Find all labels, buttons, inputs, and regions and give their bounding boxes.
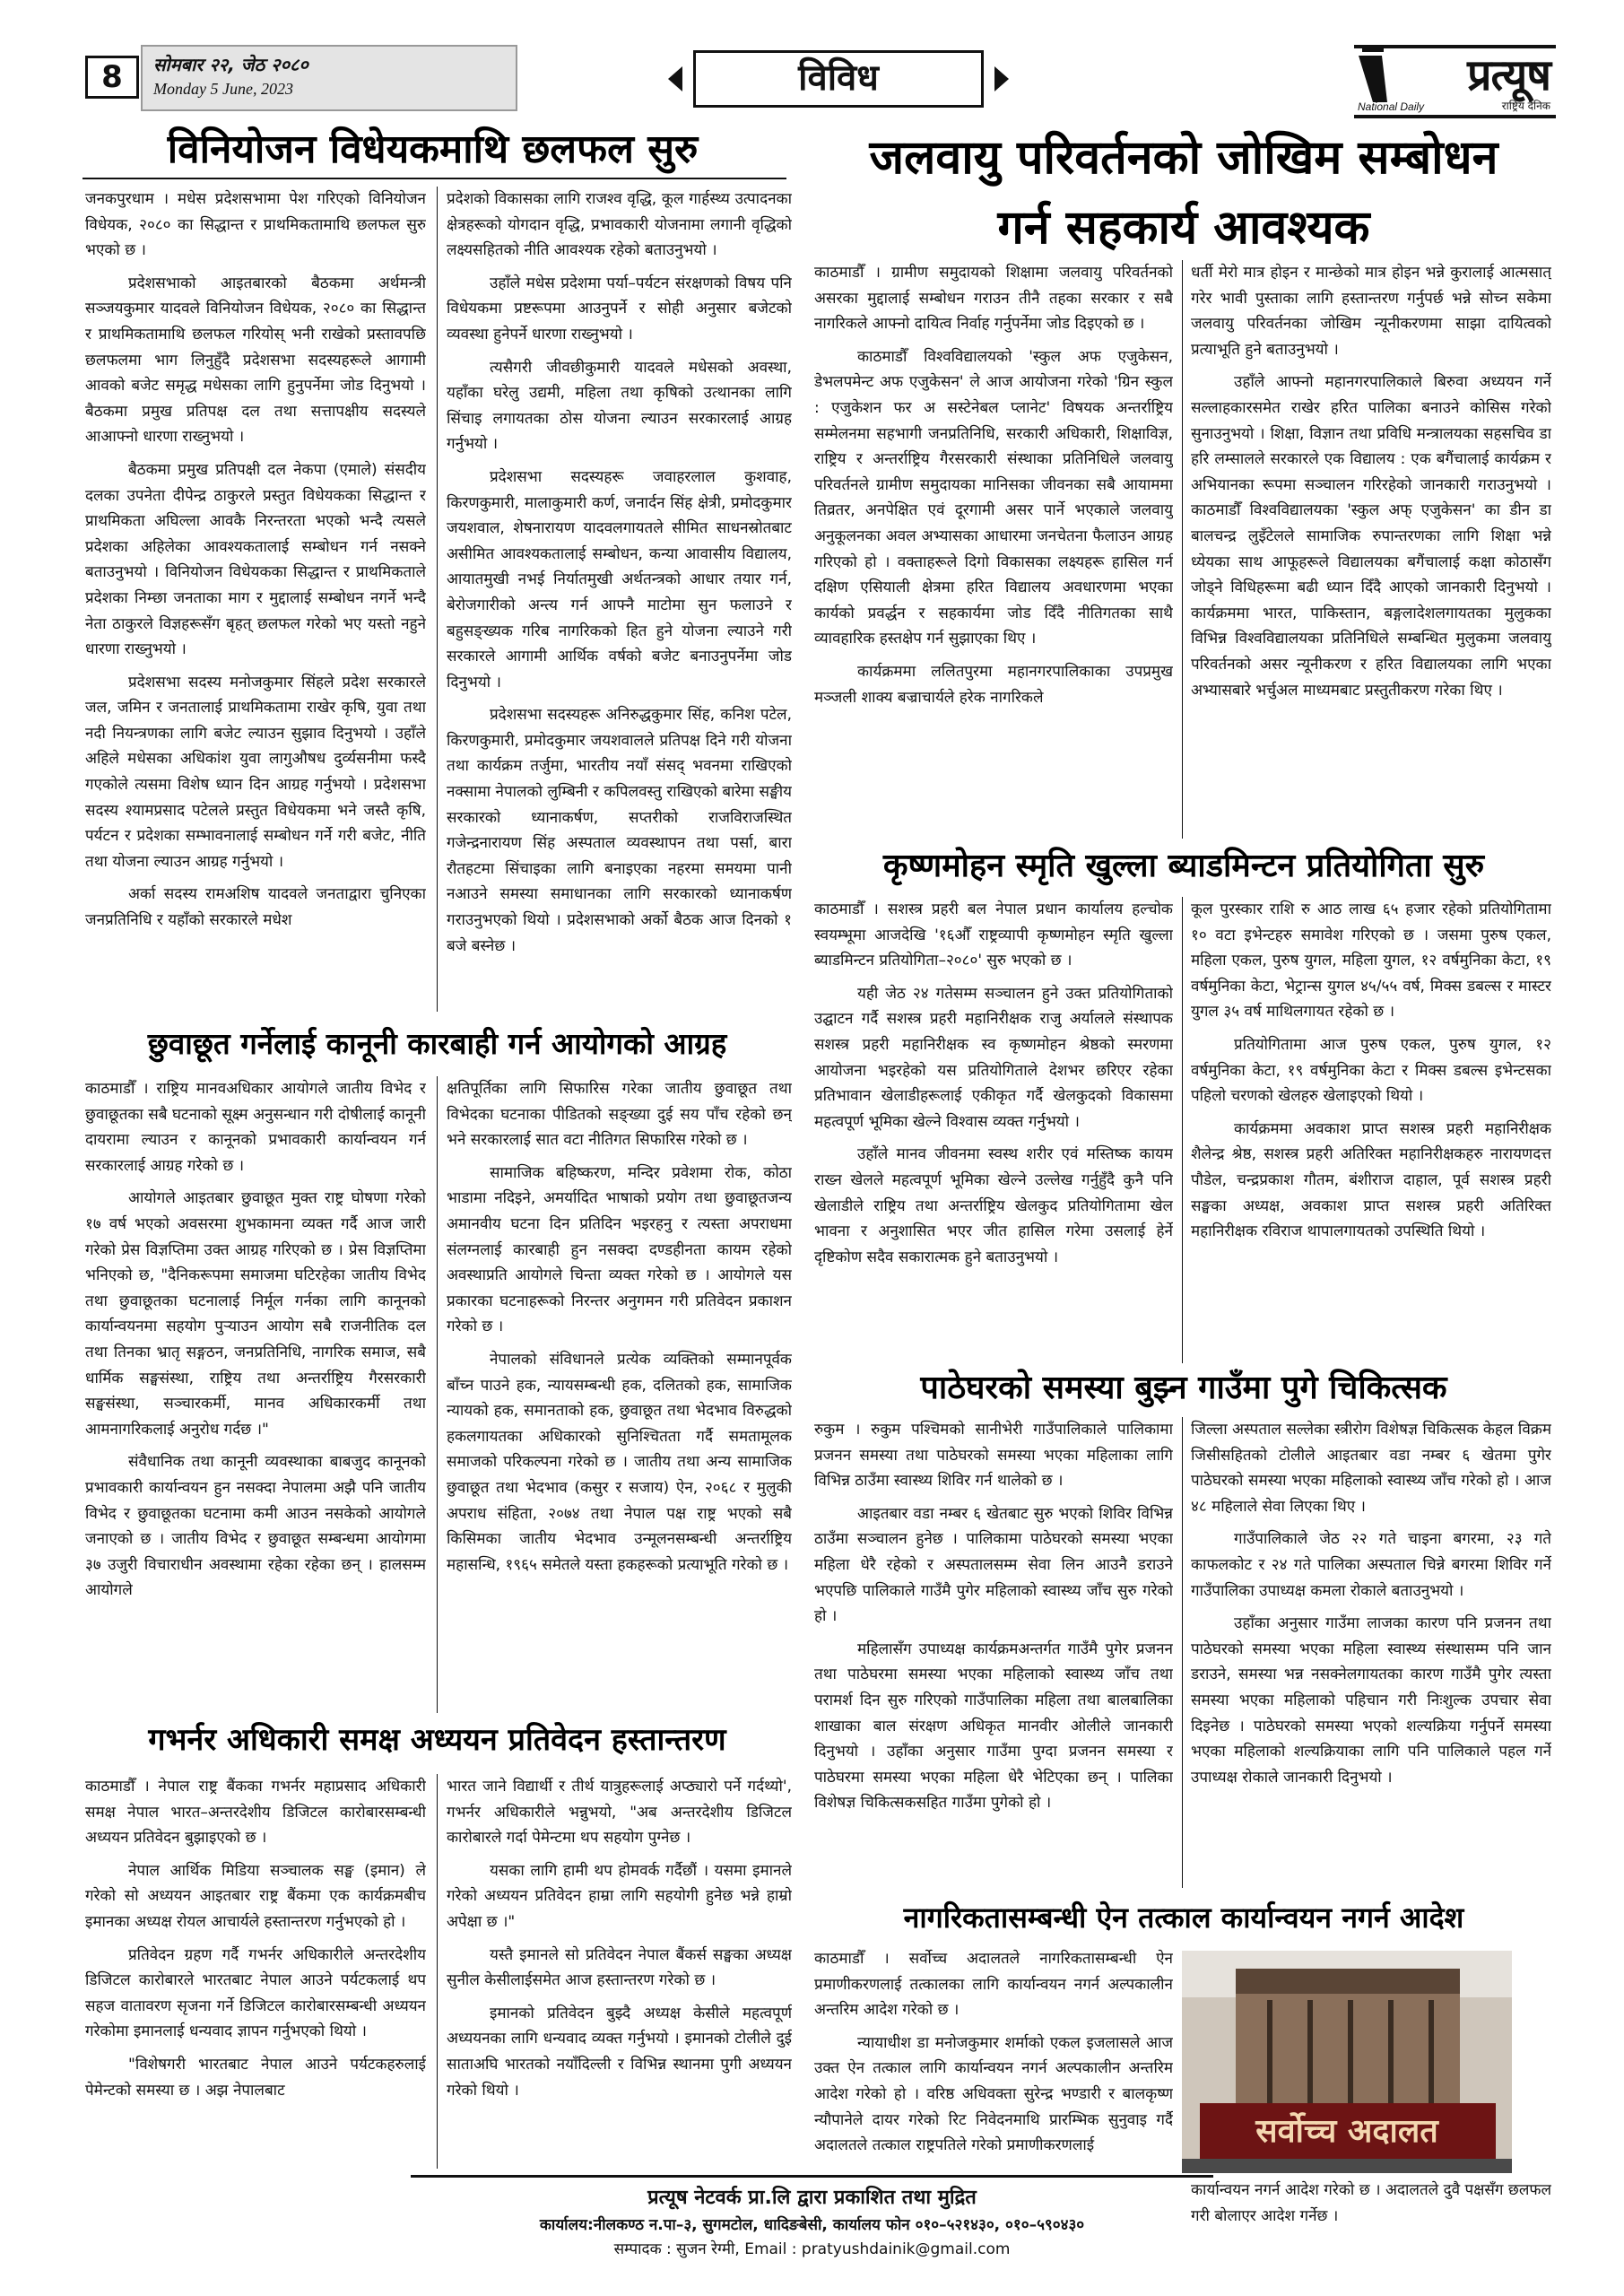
article-column <box>85 187 426 1012</box>
masthead-subtitle-english: National Daily <box>1358 100 1425 113</box>
column-divider <box>437 1774 438 2169</box>
article-paragraph: उहाँले मधेस प्रदेशमा पर्या–पर्यटन संरक्षणको विषय पनि विधेयकमा प्रष्टरूपमा आउनुपर्ने र सोही अनुसार बजेटको व्यवस्था हुनेपर्ने धारणा राख्नुभयो । <box>447 274 792 344</box>
article-column <box>447 1774 792 2169</box>
article-column <box>447 187 792 1012</box>
date-nepali: सोमबार २२, जेठ २०८० <box>153 54 308 75</box>
section-title: विविध <box>693 50 984 108</box>
article-paragraph: काठमाडौँ । सशस्त्र प्रहरी बल नेपाल प्रधान कार्यालय हल्चोक स्वयम्भूमा आजदेखि '१६औँ राष्ट्रव्यापी कृष्णमोहन स्मृति खुल्ला ब्याडमिन्टन प्रतियोगिता–२०८०' सुरु भएको छ । <box>814 900 1173 970</box>
article-paragraph: नेपाल आर्थिक मिडिया सञ्चालक सङ्घ (इमान) ले गरेको सो अध्ययन आइतबार राष्ट्र बैंकमा एक कार्यक्रमबीच इमानका अध्यक्ष रोयल आचार्यले हस्तान्तरण गर्नुभएको हो । <box>85 1861 426 1931</box>
photo-caption <box>1191 2178 1551 2231</box>
caption-text: कार्यान्वयन नगर्न आदेश गरेको छ । अदालतले दुवै पक्षसँग छलफल गरी बोलाएर आदेश गर्नेछ । <box>1191 2181 1551 2225</box>
page-footer <box>411 2175 1213 2265</box>
article-paragraph: अर्का सदस्य रामअशिष यादवले जनताद्वारा चुनिएका जनप्रतिनिधि र यहाँको सरकारले मधेश <box>85 885 426 930</box>
headline-governor: गभर्नर अधिकारी समक्ष अध्ययन प्रतिवेदन हस्तान्तरण <box>148 1722 726 1758</box>
article-paragraph: काठमाडौँ । ग्रामीण समुदायको शिक्षामा जलवायु परिवर्तनको असरका मुद्दालाई सम्बोधन गराउन तीनै तहका सरकार र सबै नागरिकले आफ्नो दायित्व निर्वाह गर्नुपर्नेमा जोड दिइएको छ । <box>814 264 1173 334</box>
divider <box>83 178 786 179</box>
article-column <box>85 1774 426 2169</box>
headline-badminton: कृष्णमोहन स्मृति खुल्ला ब्याडमिन्टन प्रतियोगिता सुरु <box>882 848 1485 884</box>
headline-investment: विनियोजन विधेयकमाथि छलफल सुरु <box>167 126 699 172</box>
article-paragraph: गाउँपालिकाले जेठ २२ गते चाइना बगरमा, २३ गते काफलकोट र २४ गते पालिका अस्पताल चिन्ने बगरमा शिविर गर्ने गाउँपालिका उपाध्यक्ष कमला रोकाले बताउनुभयो । <box>1191 1530 1551 1600</box>
article-paragraph: उहाँले मानव जीवनमा स्वस्थ शरीर एवं मस्तिष्क कायम राख्न खेलले महत्वपूर्ण भूमिका खेल्ने उल्लेख गर्नुहुँदै कुनै पनि खेलाडीले राष्ट्रिय तथा अन्तर्राष्ट्रिय खेलकुद प्रतियोगितामा खेल भावना र अनुशासित भएर जीत हासिल गरेमा उसलाई हेर्ने दृष्टिकोण सदैव सकारात्मक हुने बताउनुभयो । <box>814 1145 1173 1266</box>
article-column <box>814 260 1173 839</box>
office-address: कार्यालय:नीलकण्ठ न.पा–३, सुगमटोल, धादिङबेसी, कार्यालय फोन ०१०–५२१४३०, ०१०–५९०४३० <box>539 2216 1085 2234</box>
date-block <box>141 45 517 111</box>
article-column <box>1191 897 1551 1363</box>
article-paragraph: "विशेषगरी भारतबाट नेपाल आउने पर्यटकहरुलाई पेमेन्टको समस्या छ । अझ नेपालबाट <box>85 2055 426 2100</box>
article-paragraph: प्रदेशसभा सदस्यहरू जवाहरलाल कुशवाह, किरणकुमारी, मालाकुमारी कर्ण, जनार्दन सिंह क्षेत्री, प्रमोदकुमार जयशवाल, शेषनारायण यादवलगायतले सीमित साधनस्रोतबाट असीमित आवश्यकतालाई सम्बोधन, कन्या आवासीय विद्यालय, आयातमुखी नभई निर्यातमुखी अर्थतन्त्रको आधार तयार गर्न, बेरोजगारीको अन्त्य गर्न आफ्नै माटोमा सुन फलाउने र बहुसङ्ख्यक गरिब नागरिकको हित हुने योजना ल्याउने गरी सरकारले आगामी आर्थिक वर्षको बजेट बनाउनुपर्नेमा जोड दिनुभयो । <box>447 467 792 691</box>
column-divider <box>437 187 438 1012</box>
article-paragraph: महिलासँग उपाध्यक्ष कार्यक्रमअन्तर्गत गाउँमै पुगेर प्रजनन तथा पाठेघरमा समस्या भएका महिलाको स्वास्थ्य जाँच तथा परामर्श दिन सुरु गरिएको गाउँपालिका महिला तथा बालबालिका शाखाका बाल संरक्षण अधिकृत मानवीर ओलीले जानकारी दिनुभयो । उहाँका अनुसार गाउँमा पुग्दा प्रजनन समस्या र पाठेघरमा समस्या भएका महिला धेरै भेटिएका छन् । पालिका विशेषज्ञ चिकित्सकसहित गाउँमा पुगेको हो । <box>814 1639 1173 1813</box>
headline-climate-line1: जलवायु परिवर्तनको जोखिम सम्बोधन <box>869 131 1498 185</box>
court-sign-text: सर्वोच्च अदालत <box>1255 2113 1438 2150</box>
headline-citizenship: नागरिकतासम्बन्धी ऐन तत्काल कार्यान्वयन नगर्न आदेश <box>903 1900 1464 1935</box>
masthead-name: प्रत्यूष <box>1467 50 1550 100</box>
page-number: 8 <box>85 56 139 99</box>
article-paragraph: नेपालको संविधानले प्रत्येक व्यक्तिको सम्मानपूर्वक बाँच्न पाउने हक, न्यायसम्बन्धी हक, दलितको हक, सामाजिक न्यायको हक, समानताको हक, छुवाछूत तथा भेदभाव विरुद्धको हकलगायतका अधिकारको सुनिश्चितता गर्दै समतामूलक समाजको परिकल्पना गरेको छ । जातीय तथा अन्य सामाजिक छुवाछूत तथा भेदभाव (कसुर र सजाय) ऐन, २०६८ र मुलुकी अपराध संहिता, २०७४ तथा नेपाल पक्ष राष्ट्र भएको सबै किसिमका जातीय भेदभाव उन्मूलनसम्बन्धी अन्तर्राष्ट्रिय महासन्धि, १९६५ समेतले यस्ता हकहरूको प्रत्याभूति गरेको छ । <box>447 1350 792 1574</box>
article-paragraph: काठमाडौँ । सर्वोच्च अदालतले नागरिकतासम्बन्धी ऐन प्रमाणीकरणलाई तत्कालका लागि कार्यान्वयन नगर्न अल्पकालीन अन्तरिम आदेश गरेको छ । <box>814 1950 1173 2020</box>
arrow-left-icon <box>668 66 682 91</box>
article-paragraph: काठमाडौँ विश्वविद्यालयको 'स्कुल अफ एजुकेसन, डेभलपमेन्ट अफ एजुकेसन' ले आज आयोजना गरेको 'ग्रिन स्कुल : एजुकेशन फर अ सस्टेनेबल प्लानेट' विषयक अन्तर्राष्ट्रिय सम्मेलनमा सहभागी जनप्रतिनिधि, सरकारी अधिकारी, शिक्षाविज्ञ, राष्ट्रिय र अन्तर्राष्ट्रिय गैरसरकारी संस्थाका प्रतिनिधिले जलवायु परिवर्तनले ग्रामीण समुदायका मानिसका जीवनका सबै आयाममा तिव्रतर, अनपेक्षित एवं दूरगामी असर पार्ने भएकाले जलवायु अनुकूलनका अवल अभ्यासका आधारमा जनचेतना फैलाउन आग्रह गरिएको हो । वक्ताहरूले दिगो विकासका लक्ष्यहरू हासिल गर्न दक्षिण एसियाली क्षेत्रमा हरित विद्यालय अवधारणमा भएका कार्यको प्रवर्द्धन र सहकार्यमा जोड दिँदै नीतिगतका साथै व्यावहारिक हस्तक्षेप गर्न सुझाएका थिए । <box>814 347 1173 648</box>
article-paragraph: भारत जाने विद्यार्थी र तीर्थ यात्रुहरूलाई अप्ठ्यारो पर्ने गर्दथ्यो', गभर्नर अधिकारीले भन्नुभयो, "अब अन्तरदेशीय डिजिटल कारोबारले गर्दा पेमेन्टमा थप सहयोग पुग्नेछ । <box>447 1778 792 1848</box>
article-paragraph: प्रतियोगितामा आज पुरुष एकल, पुरुष युगल, १२ वर्षमुनिका केटा, १९ वर्षमुनिका केटा र मिक्स डबल्स इभेन्टसका पहिलो चरणको खेलहरु खेलाइएको थियो । <box>1191 1035 1551 1106</box>
article-paragraph: प्रदेशको विकासका लागि राजश्व वृद्धि, कूल गार्हस्थ्य उत्पादनका क्षेत्रहरूको योगदान वृद्धि, प्रभावकारी योजनामा लगानी वृद्धिको लक्ष्यसहितको नीति आवश्यक रहेको बताउनुभयो । <box>447 190 792 260</box>
article-paragraph: संवैधानिक तथा कानूनी व्यवस्थाका बाबजुद कानूनको प्रभावकारी कार्यान्वयन हुन नसक्दा नेपालमा अझै पनि जातीय विभेद र छुवाछूतका घटनामा कमी आउन नसकेको आयोगले जनाएको छ । जातीय विभेद र छुवाछूत सम्बन्धमा आयोगमा ३७ उजुरी विचाराधीन अवस्थामा रहेका रहेका छन् । हालसम्म आयोगले <box>85 1453 426 1600</box>
column-divider <box>437 1076 438 1713</box>
arrow-right-icon <box>994 66 1009 91</box>
article-paragraph: न्यायाधीश डा मनोजकुमार शर्माको एकल इजलासले आज उक्त ऐन तत्काल लागि कार्यान्वयन नगर्न अल्पकालीन अन्तरिम आदेश गरेको हो । वरिष्ठ अधिवक्ता सुरेन्द्र भण्डारी र बालकृष्ण न्यौपानेले दायर गरेको रिट निवेदनमाथि प्रारम्भिक सुनुवाइ गर्दै अदालतले तत्काल राष्ट्रपतिले गरेको प्रमाणीकरणलाई <box>814 2033 1173 2155</box>
article-paragraph: यसका लागि हामी थप होमवर्क गर्दैछौं । यसमा इमानले गरेको अध्ययन प्रतिवेदन हाम्रा लागि सहयोगी हुनेछ भन्ने हाम्रो अपेक्षा छ ।" <box>447 1861 792 1931</box>
article-paragraph: प्रतिवेदन ग्रहण गर्दै गभर्नर अधिकारीले अन्तरदेशीय डिजिटल कारोबारले भारतबाट नेपाल आउने पर्यटकलाई थप सहज वातावरण सृजना गर्ने डिजिटल कारोबारसम्बन्धी अध्ययन गरेकोमा इमानलाई धन्यवाद ज्ञापन गर्नुभएको थियो । <box>85 1945 426 2041</box>
court-building-image <box>1182 1951 1512 2173</box>
article-paragraph: यही जेठ २४ गतेसम्म सञ्चालन हुने उक्त प्रतियोगिताको उद्घाटन गर्दै सशस्त्र प्रहरी महानिरीक्षक राजु अर्यालले संस्थापक सशस्त्र प्रहरी महानिरीक्षक स्व कृष्णमोहन श्रेष्ठको स्मरणमा आयोजना भइरहेको यस प्रतियोगिताले देशभर छरिएर रहेका प्रतिभावान खेलाडीहरूलाई एकीकृत गर्दै खेलकुदको विकासमा महत्वपूर्ण भूमिका खेल्ने विश्वास व्यक्त गर्नुभयो । <box>814 984 1173 1131</box>
masthead-subtitle-nepali: राष्ट्रिय दैनिक <box>1501 100 1550 112</box>
article-paragraph: प्रदेशसभा सदस्य मनोजकुमार सिंहले प्रदेश सरकारले जल, जमिन र जनतालाई प्राथमिकतामा राखेर कृषि, युवा तथा नदी नियन्त्रणका लागि बजेट ल्याउन सुझाव दिनुभयो । उहाँले अहिले मधेसका अधिकांश युवा लागुऔषध दुर्व्यसनीमा फस्दै गएकोले त्यसमा विशेष ध्यान दिन आग्रह गर्नुभयो । प्रदेशसभा सदस्य श्यामप्रसाद पटेलले प्रस्तुत विधेयकमा भने जस्तै कृषि, पर्यटन र प्रदेशका सम्भावनालाई सम्बोधन गर्ने गरी बजेट, नीति तथा योजना ल्याउन आग्रह गर्नुभयो । <box>85 673 426 871</box>
article-column <box>447 1076 792 1713</box>
column-divider <box>1182 897 1183 1363</box>
headline-climate-line2: गर्न सहकार्य आवश्यक <box>997 201 1370 255</box>
article-paragraph: कूल पुरस्कार राशि रु आठ लाख ६५ हजार रहेको प्रतियोगितामा १० वटा इभेन्टहरु समावेश गरिएको छ । जसमा पुरुष एकल, महिला एकल, पुरुष युगल, महिला युगल, १२ वर्षमुनिका केटा, १९ वर्षमुनिका केटा, भेट्रान्स युगल ४५/५५ वर्ष, मिक्स डबल्स र मास्टर युगल ३५ वर्ष माथिलगायत रहेको छ । <box>1191 900 1551 1022</box>
page-header <box>85 45 1556 117</box>
editor-contact: सम्पादक : सुजन रेग्मी, Email : pratyushdainik@gmail.com <box>613 2240 1011 2258</box>
article-paragraph: उहाँले आफ्नो महानगरपालिकाले बिरुवा अध्ययन गर्ने सल्लाहकारसमेत राखेर हरित पालिका बनाउने कोसिस गरेको सुनाउनुभयो । शिक्षा, विज्ञान तथा प्रविधि मन्त्रालयका सहसचिव डा हरि लम्सालले सरकारले एक विद्यालय : एक बगैंचालाई कार्यक्रम र अभियानका रूपमा सञ्चालन गरिरहेको जानकारी गराउनुभयो । काठमाडौँ विश्वविद्यालयका 'स्कुल अफ् एजुकेसन' का डीन डा बालचन्द्र लुइँटेलले सामाजिक रुपान्तरणका लागि शिक्षा भन्ने ध्येयका साथ आफूहरूले विद्यालयका बगैंचालाई कक्षा कोठासँग जोड्ने विधिहरूमा बढी ध्यान दिँदै आएको जानकारी दिनुभयो । कार्यक्रममा भारत, पाकिस्तान, बङ्गलादेशलगायतका मुलुकका विभिन्न विश्वविद्यालयका प्रतिनिधिले सम्बन्धित मुलुकमा जलवायु परिवर्तनको असर न्यूनीकरण र हरित विद्यालयका लागि भएका अभ्यासबारे भर्चुअल माध्यमबाट प्रस्तुतीकरण गरेका थिए । <box>1191 373 1551 700</box>
supreme-court-photo <box>1182 1951 1512 2173</box>
headline-birthing: पाठेघरको समस्या बुझ्न गाउँमा पुगे चिकित्सक <box>920 1370 1447 1406</box>
article-paragraph: धर्ती मेरो मात्र होइन र मान्छेको मात्र होइन भन्ने कुरालाई आत्मसात् गरेर भावी पुस्ताका लागि हस्तान्तरण गर्नुपर्छ भन्ने सोच्न सकेमा जलवायु परिवर्तनका जोखिम न्यूनीकरणमा साझा दायित्वको प्रत्याभूति हुने बताउनुभयो । <box>1191 264 1551 359</box>
article-paragraph: काठमाडौँ । राष्ट्रिय मानवअधिकार आयोगले जातीय विभेद र छुवाछूतका सबै घटनाको सूक्ष्म अनुसन्धान गरी दोषीलाई कानूनी दायरामा ल्याउन र कानूनको प्रभावकारी कार्यान्वयन गर्न सरकारलाई आग्रह गरेको छ । <box>85 1080 426 1175</box>
article-paragraph: उहाँका अनुसार गाउँमा लाजका कारण पनि प्रजनन तथा पाठेघरको समस्या भएका महिला स्वास्थ्य संस्थासम्म पनि जान डराउने, समस्या भन्न नसक्नेलगायतका कारण गाउँमै पुगेर त्यस्ता समस्या भएका महिलाको पहिचान गरी निःशुल्क उपचार सेवा दिइनेछ । पाठेघरको समस्या भएको शल्यक्रिया गर्नुपर्ने समस्या भएका महिलाको शल्यक्रियाका लागि पनि पालिकाले पहल गर्ने उपाध्यक्ष रोकाले जानकारी दिनुभयो । <box>1191 1614 1551 1787</box>
article-paragraph: बैठकमा प्रमुख प्रतिपक्षी दल नेकपा (एमाले) संसदीय दलका उपनेता दीपेन्द्र ठाकुरले प्रस्तुत विधेयकका सिद्धान्त र प्राथमिकता अघिल्ला आवकै निरन्तरता भएको भन्दै त्यसले प्रदेशका अहिलेका आवश्यकतालाई सम्बोधन गर्न नसक्ने बताउनुभयो । विनियोजन विधेयकका सिद्धान्त र प्राथमिकताले प्रदेशका निम्छा जनताका माग र मुद्दालाई सम्बोधन नगर्ने भन्दै नेता ठाकुरले विज्ञहरूसँग बृहत् छलफल गरेको भए यस्तो नहुने धारणा राख्नुभयो । <box>85 460 426 659</box>
column-divider <box>1182 1417 1183 1888</box>
article-paragraph: कार्यक्रममा अवकाश प्राप्त सशस्त्र प्रहरी महानिरीक्षक शैलेन्द्र श्रेष्ठ, सशस्त्र प्रहरी अतिरिक्त महानिरीक्षकहरु नारायणदत्त पौडेल, चन्द्रप्रकाश गौतम, बंशीराज दाहाल, पूर्व सशस्त्र प्रहरी सङ्घका अध्यक्ष, अवकाश प्राप्त सशस्त्र प्रहरी अतिरिक्त महानिरीक्षक रविराज थापालगायतको उपस्थिति थियो । <box>1191 1119 1551 1241</box>
article-column <box>814 897 1173 1363</box>
publisher-line: प्रत्यूष नेटवर्क प्रा.लि द्वारा प्रकाशित तथा मुद्रित <box>647 2187 977 2209</box>
column-divider <box>1182 260 1183 839</box>
article-column <box>1191 260 1551 839</box>
article-paragraph: कार्यक्रममा ललितपुरमा महानगरपालिकाका उपप्रमुख मञ्जली शाक्य बज्राचार्यले हरेक नागरिकले <box>814 662 1173 707</box>
article-column <box>814 1417 1173 1888</box>
article-paragraph: इमानको प्रतिवेदन बुझ्दै अध्यक्ष केसीले महत्वपूर्ण अध्ययनका लागि धन्यवाद व्यक्त गर्नुभयो । इमानको टोलीले दुई साताअघि भारतको नयाँदिल्ली र विभिन्न स्थानमा पुगी अध्ययन गरेको थियो । <box>447 2004 792 2100</box>
article-paragraph: जनकपुरधाम । मधेस प्रदेशसभामा पेश गरिएको विनियोजन विधेयक, २०८० का सिद्धान्त र प्राथमिकतामाथि छलफल सुरु भएको छ । <box>85 190 426 260</box>
section-label <box>668 50 1009 108</box>
article-paragraph: जिल्ला अस्पताल सल्लेका स्त्रीरोग विशेषज्ञ चिकित्सक केहल विक्रम जिसीसहितको टोलीले आइतबार वडा नम्बर ६ खेतमा पुगेर पाठेघरको समस्या भएका महिलाको स्वास्थ्य जाँच गरेको हो । आज ४८ महिलाले सेवा लिएका थिए । <box>1191 1421 1551 1516</box>
article-paragraph: यस्तै इमानले सो प्रतिवेदन नेपाल बैंकर्स सङ्घका अध्यक्ष सुनील केसीलाईसमेत आज हस्तान्तरण गरेको छ । <box>447 1945 792 1990</box>
masthead-logo <box>1354 45 1556 118</box>
article-paragraph: सामाजिक बहिष्करण, मन्दिर प्रवेशमा रोक, कोठा भाडामा नदिइने, अमर्यादित भाषाको प्रयोग तथा छुवाछूतजन्य अमानवीय घटना दिन प्रतिदिन भइरहनु र त्यस्ता अपराधमा संलग्नलाई कारबाही हुन नसक्दा दण्डहीनता कायम रहेको अवस्थाप्रति आयोगले चिन्ता व्यक्त गरेको छ । आयोगले यस प्रकारका घटनाहरूको निरन्तर अनुगमन गरी प्रतिवेदन प्रकाशन गरेको छ । <box>447 1163 792 1336</box>
article-paragraph: क्षतिपूर्तिका लागि सिफारिस गरेका जातीय छुवाछूत तथा विभेदका घटनाका पीडितको सङ्ख्या दुई सय पाँच रहेको छन् भने सरकारलाई सात वटा नीतिगत सिफारिस गरेको छ । <box>447 1080 792 1150</box>
article-paragraph: आइतबार वडा नम्बर ६ खेतबाट सुरु भएको शिविर विभिन्न ठाउँमा सञ्चालन हुनेछ । पालिकामा पाठेघरको समस्या भएका महिला धेरै रहेको र अस्पतालसम्म सेवा लिन आउनै डराउने भएपछि पालिकाले गाउँमै पुगेर महिलाको स्वास्थ्य जाँच सुरु गरेको हो । <box>814 1504 1173 1626</box>
article-paragraph: प्रदेशसभा सदस्यहरू अनिरुद्धकुमार सिंह, कनिश पटेल, किरणकुमारी, प्रमोदकुमार जयशवालले प्रतिपक्ष दिने गरी योजना तथा कार्यक्रम तर्जुमा, भारतीय नयाँ संसद् भवनमा राखिएको नक्सामा नेपालको लुम्बिनी र कपिलवस्तु राखिएको बारेमा सङ्घीय सरकारको ध्यानाकर्षण, सप्तरीको राजविराजस्थित गजेन्द्रनारायण सिंह अस्पताल व्यवस्थापन तथा पर्सा, बारा रौतहटमा सिंचाइका लागि बनाइएका नहरमा समयमा पानी नआउने समस्या समाधानका लागि सरकारको ध्यानाकर्षण गराउनुभएको थियो । प्रदेशसभाको अर्को बैठक आज दिनको १ बजे बस्नेछ । <box>447 706 792 955</box>
headline-untouchability: छुवाछूत गर्नेलाई कानूनी कारबाही गर्न आयोगको आग्रह <box>147 1026 727 1061</box>
article-paragraph: आयोगले आइतबार छुवाछूत मुक्त राष्ट्र घोषणा गरेको १७ वर्ष भएको अवसरमा शुभकामना व्यक्त गर्दै आज जारी गरेको प्रेस विज्ञप्तिमा उक्त आग्रह गरिएको छ । प्रेस विज्ञप्तिमा भनिएको छ, "दैनिकरूपमा समाजमा घटिरहेका जातीय विभेद तथा छुवाछूतका घटनालाई निर्मूल गर्नका लागि कानूनको कार्यान्वयनमा सहयोग पुऱ्याउन आयोग सबै राजनीतिक दल तथा तिनका भ्रातृ सङ्गठन, जनप्रतिनिधि, नागरिक समाज, सबै धार्मिक सङ्घसंस्था, राष्ट्रिय तथा अन्तर्राष्ट्रिय गैरसरकारी सङ्घसंस्था, सञ्चारकर्मी, मानव अधिकारकर्मी तथा आमनागरिकलाई अनुरोध गर्दछ ।" <box>85 1189 426 1439</box>
article-paragraph: त्यसैगरी जीवछीकुमारी यादवले मधेसको अवस्था, यहाँका घरेलु उद्यमी, महिला तथा कृषिको उत्थानका लागि सिंचाइ लगायतका ठोस योजना ल्याउन सरकारलाई आग्रह गर्नुभयो । <box>447 358 792 454</box>
article-column <box>1191 1417 1551 1888</box>
date-english: Monday 5 June, 2023 <box>153 80 293 98</box>
article-column <box>814 1946 1173 2175</box>
article-paragraph: रुकुम । रुकुम पश्चिमको सानीभेरी गाउँपालिकाले पालिकामा प्रजनन समस्या तथा पाठेघरको समस्या भएका महिलाका लागि विभिन्न ठाउँमा स्वास्थ्य शिविर गर्न थालेको छ । <box>814 1421 1173 1491</box>
article-paragraph: प्रदेशसभाको आइतबारको बैठकमा अर्थमन्त्री सञ्जयकुमार यादवले विनियोजन विधेयक, २०८० का सिद्धान्त र प्राथमिकतामाथि छलफल गरियोस् भनी राखेको प्रस्तावपछि छलफलमा भाग लिनुहुँदै प्रदेशसभा सदस्यहरूले आगामी आवको बजेट समृद्ध मधेसका लागि हुनुपर्नेमा जोड दिनुभयो । बैठकमा प्रमुख प्रतिपक्ष दल तथा सत्तापक्षीय सदस्यले आआफ्नो धारणा राख्नुभयो । <box>85 274 426 447</box>
article-column <box>85 1076 426 1713</box>
article-paragraph: काठमाडौँ । नेपाल राष्ट्र बैंकका गभर्नर महाप्रसाद अधिकारी समक्ष नेपाल भारत–अन्तरदेशीय डिजिटल कारोबारसम्बन्धी अध्ययन प्रतिवेदन बुझाइएको छ । <box>85 1778 426 1848</box>
